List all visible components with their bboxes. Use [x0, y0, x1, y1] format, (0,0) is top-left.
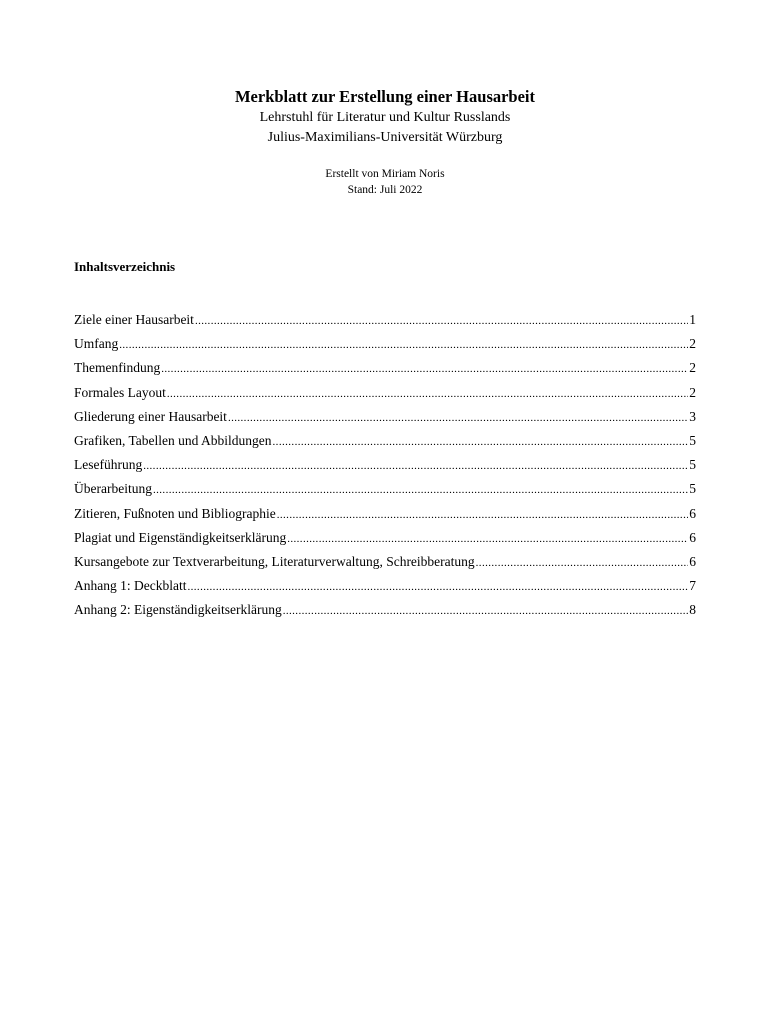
toc-entry-label: Grafiken, Tabellen und Abbildungen — [74, 432, 272, 448]
toc-entry-label: Anhang 1: Deckblatt — [74, 578, 187, 594]
toc-entry[interactable] — [74, 576, 696, 600]
toc-heading: Inhaltsverzeichnis — [74, 259, 176, 274]
document-meta — [0, 166, 770, 198]
toc-entry-page: 7 — [689, 578, 696, 594]
toc-entry-label: Anhang 2: Eigenständigkeitserklärung — [74, 602, 282, 618]
toc-dot-leader — [187, 577, 688, 597]
document-header — [0, 86, 770, 148]
toc-entry-page: 6 — [689, 553, 696, 569]
toc-entry-label: Überarbeitung — [74, 481, 152, 497]
toc-entry[interactable] — [74, 407, 696, 431]
toc-entry-page: 8 — [689, 602, 696, 618]
toc-entry-page: 5 — [689, 481, 696, 497]
toc-dot-leader — [143, 456, 688, 476]
toc-entry[interactable] — [74, 431, 696, 455]
author-line: Erstellt von Miriam Noris — [325, 168, 445, 180]
toc-entry[interactable] — [74, 310, 696, 334]
toc-entry[interactable] — [74, 552, 696, 576]
university-name: Julius-Maximilians-Universität Würzburg — [267, 130, 503, 145]
toc-dot-leader — [277, 505, 689, 525]
toc-entry-page: 2 — [689, 384, 696, 400]
toc-entry[interactable] — [74, 528, 696, 552]
toc-entry-label: Plagiat und Eigenständigkeitserklärung — [74, 529, 287, 545]
toc-dot-leader — [228, 408, 688, 428]
toc-entry-page: 2 — [689, 360, 696, 376]
toc-entry-page: 6 — [689, 529, 696, 545]
document-title: Merkblatt zur Erstellung einer Hausarbeit — [234, 87, 536, 106]
toc-dot-leader — [167, 384, 688, 404]
date-line: Stand: Juli 2022 — [347, 184, 423, 196]
toc-entry-page: 1 — [689, 312, 696, 327]
toc-entry-label: Themenfindung — [74, 360, 161, 376]
chair-name: Lehrstuhl für Literatur und Kultur Russlands — [259, 110, 511, 125]
toc-entry-label: Zitieren, Fußnoten und Bibliographie — [74, 505, 276, 521]
toc-dot-leader — [119, 335, 688, 355]
toc-dot-leader — [153, 480, 688, 500]
toc-entry[interactable] — [74, 600, 696, 624]
toc-entry-label: Umfang — [74, 336, 119, 352]
toc-entry[interactable] — [74, 504, 696, 528]
toc-entry-label: Formales Layout — [74, 384, 166, 400]
toc-dot-leader — [273, 432, 689, 452]
toc-entry-label: Leseführung — [74, 457, 143, 473]
table-of-contents — [74, 310, 696, 624]
toc-dot-leader — [476, 553, 689, 573]
toc-entry[interactable] — [74, 358, 696, 382]
toc-dot-leader — [283, 601, 689, 621]
toc-entry-page: 5 — [689, 457, 696, 473]
toc-entry[interactable] — [74, 455, 696, 479]
toc-dot-leader — [287, 529, 688, 549]
toc-entry[interactable] — [74, 479, 696, 503]
toc-entry-page: 2 — [689, 336, 696, 352]
toc-entry-page: 3 — [689, 408, 696, 424]
toc-entry-page: 5 — [689, 432, 696, 448]
toc-entry-label: Kursangebote zur Textverarbeitung, Literaturverwaltung, Schreibberatung — [74, 553, 475, 569]
toc-entry-page: 6 — [689, 505, 696, 521]
toc-entry-label: Ziele einer Hausarbeit — [74, 312, 194, 327]
toc-entry[interactable] — [74, 334, 696, 358]
toc-dot-leader — [195, 311, 688, 331]
toc-dot-leader — [161, 359, 688, 379]
toc-entry[interactable] — [74, 383, 696, 407]
toc-entry-label: Gliederung einer Hausarbeit — [74, 408, 227, 424]
